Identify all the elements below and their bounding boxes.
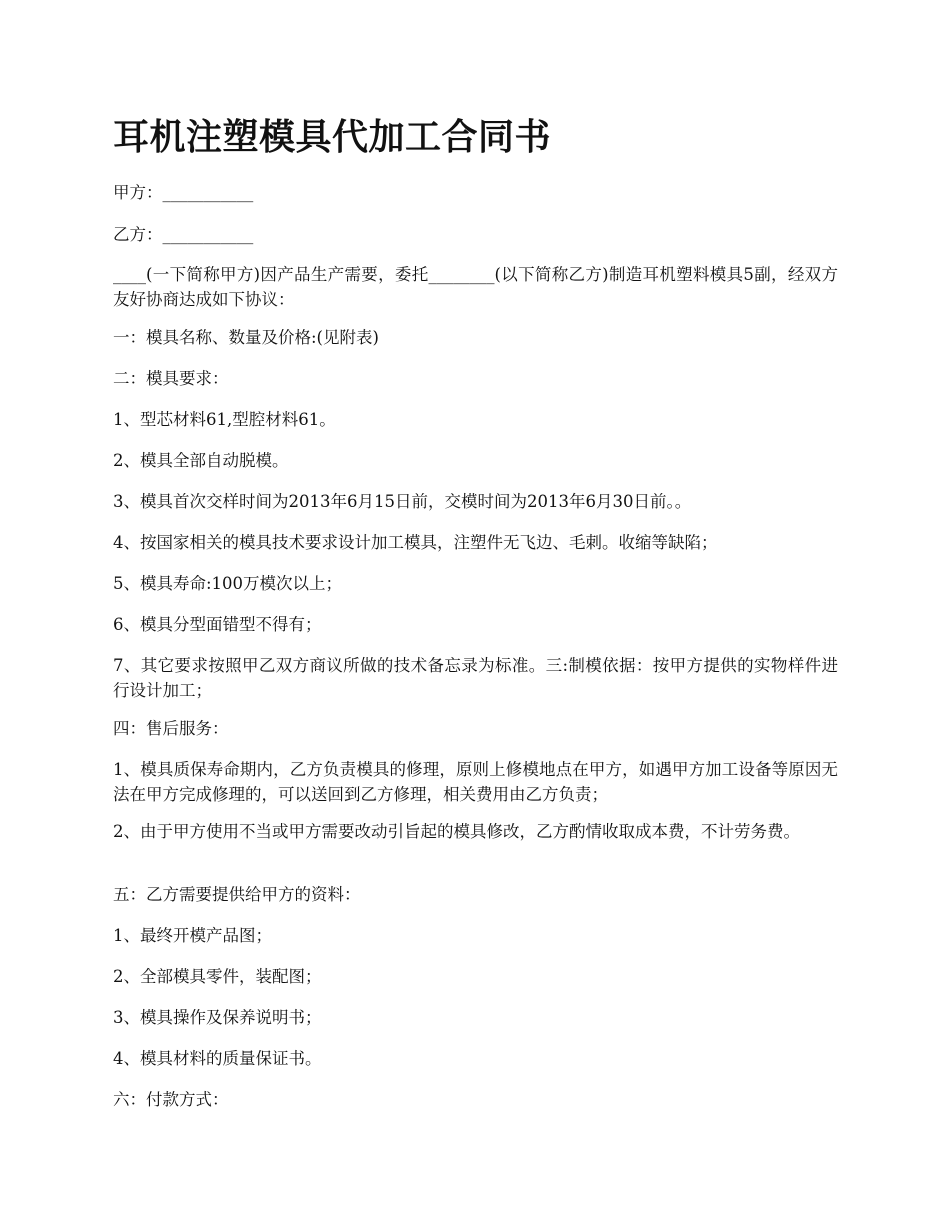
document-title: 耳机注塑模具代加工合同书 [113,116,552,158]
clause-paragraph: 3、模具操作及保养说明书； [113,1008,322,1027]
clause-paragraph: 2、全部模具零件，装配图； [113,967,322,986]
clause-paragraph: 5、模具寿命:100万模次以上； [113,574,343,593]
clause-paragraph: 2、模具全部自动脱模。 [113,451,289,470]
party-b-line: 乙方：___________ [113,225,254,244]
section-five-heading: 五：乙方需要提供给甲方的资料： [113,885,361,904]
section-four-heading: 四：售后服务： [113,719,229,738]
clause-paragraph: 1、模具质保寿命期内，乙方负责模具的修理，原则上修模地点在甲方，如遇甲方加工设备等原因无法在甲方完成修理的，可以送回到乙方修理，相关费用由乙方负责； [113,760,838,804]
clause-paragraph: 2、由于甲方使用不当或甲方需要改动引旨起的模具修改，乙方酌情收取成本费，不计劳务费。 [113,822,800,841]
clause-paragraph: 3、模具首次交样时间为2013年6月15日前，交模时间为2013年6月30日前。。 [113,492,692,511]
intro-paragraph: ____(一下简称甲方)因产品生产需要，委托________(以下简称乙方)制造耳机塑料模具5副，经双方友好协商达成如下协议： [113,265,838,309]
clause-paragraph: 1、最终开模产品图； [113,926,272,945]
party-a-line: 甲方：___________ [113,183,254,202]
clause-paragraph: 4、模具材料的质量保证书。 [113,1049,322,1068]
clause-paragraph: 6、模具分型面错型不得有； [113,615,322,634]
section-two-heading: 二：模具要求： [113,369,229,388]
clause-paragraph: 4、按国家相关的模具技术要求设计加工模具，注塑件无飞边、毛刺。收缩等缺陷； [113,533,718,552]
section-one-heading: 一：模具名称、数量及价格:(见附表) [113,328,379,347]
clause-paragraph: 7、其它要求按照甲乙双方商议所做的技术备忘录为标准。三:制模依据：按甲方提供的实物样件进行设计加工； [113,656,838,700]
clause-paragraph: 1、型芯材料61,型腔材料61。 [113,410,336,429]
section-six-heading: 六：付款方式： [113,1090,229,1109]
